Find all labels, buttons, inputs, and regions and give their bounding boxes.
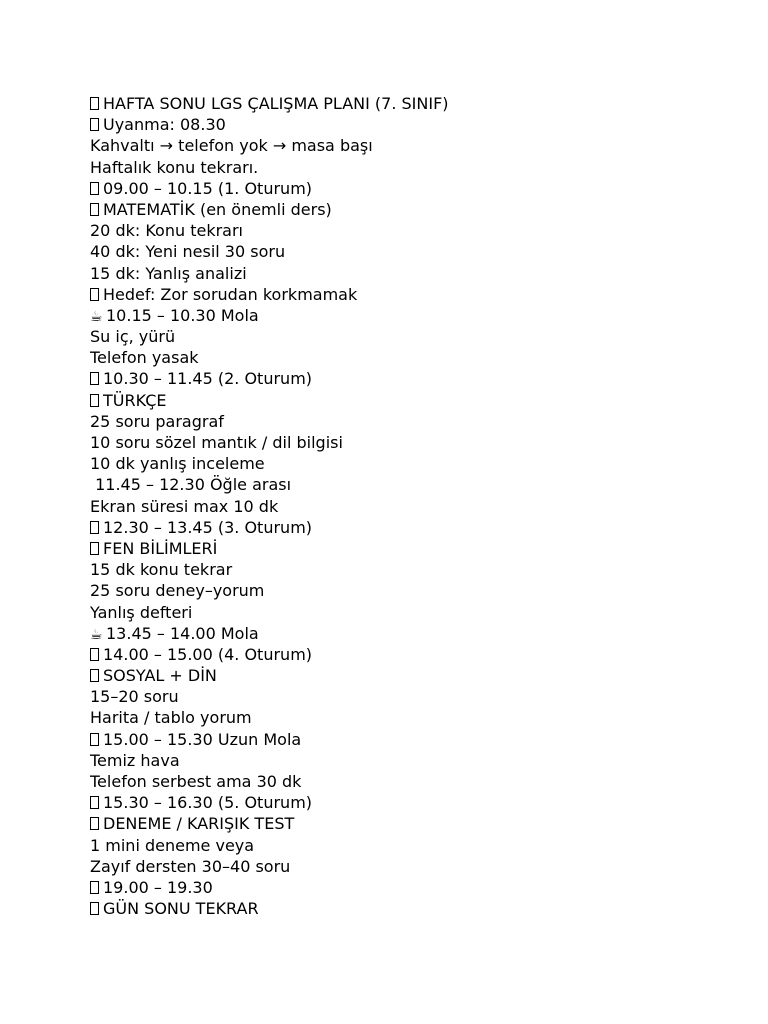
text-line [90,241,730,262]
text-line [90,813,730,834]
text-line [90,707,730,728]
line-text: 13.45 – 14.00 Mola [106,623,259,643]
missing-glyph-icon [90,542,99,555]
text-line [90,390,730,411]
missing-glyph-icon [90,97,99,110]
text-line [90,199,730,220]
hot-beverage-icon: ☕ [90,308,103,325]
text-line [90,792,730,813]
text-line [90,623,730,644]
line-text: 1 mini deneme veya [90,835,255,855]
line-text: 10 soru sözel mantık / dil bilgisi [90,433,343,452]
text-line [90,729,730,750]
hot-beverage-icon: ☕ [90,626,103,643]
line-text: 15 dk: Yanlış analizi [90,263,247,283]
text-line [90,347,730,368]
text-line [90,750,730,771]
missing-glyph-icon [90,182,99,195]
text-line [90,135,730,156]
text-line [90,644,730,665]
text-line [90,517,730,538]
text-line [90,538,730,559]
line-text: 19.00 – 19.30 [103,877,213,897]
text-line [90,263,730,284]
missing-glyph-icon [90,817,99,830]
line-text: 25 soru deney–yorum [90,581,265,601]
missing-glyph-icon [90,372,99,385]
line-text: Haftalık konu tekrarı. [90,157,259,177]
line-text: Telefon yasak [90,348,199,368]
line-text: 20 dk: Konu tekrarı [90,221,243,241]
line-text: 11.45 – 12.30 Öğle arası [90,475,292,495]
line-text: 12.30 – 13.45 (3. Oturum) [103,517,313,537]
missing-glyph-icon [90,394,99,407]
missing-glyph-icon [90,881,99,894]
text-line [90,898,730,919]
text-line [90,93,730,114]
text-line [90,686,730,707]
line-text: HAFTA SONU LGS ÇALIŞMA PLANI (7. SINIF) [103,94,449,113]
line-text: Su iç, yürü [90,327,176,347]
text-line [90,305,730,326]
text-line [90,157,730,178]
text-line [90,580,730,601]
line-text: Yanlış defteri [90,602,193,622]
text-line [90,368,730,389]
document-body [90,93,730,919]
line-text: Temiz hava [90,750,180,770]
line-text: 15 dk konu tekrar [90,560,233,580]
text-line [90,559,730,580]
text-line [90,771,730,792]
text-line [90,496,730,517]
missing-glyph-icon [90,669,99,682]
missing-glyph-icon [90,288,99,301]
text-line [90,411,730,432]
line-text: GÜN SONU TEKRAR [103,899,259,919]
text-line [90,220,730,241]
missing-glyph-icon [90,733,99,746]
text-line [90,602,730,623]
line-text: Hedef: Zor sorudan korkmamak [103,284,358,304]
text-line [90,432,730,453]
line-text: 10.15 – 10.30 Mola [106,305,259,325]
missing-glyph-icon [90,796,99,809]
line-text: TÜRKÇE [103,390,167,410]
text-line [90,114,730,135]
text-line [90,474,730,495]
line-text: Uyanma: 08.30 [103,115,226,135]
text-line [90,284,730,305]
line-text: 09.00 – 10.15 (1. Oturum) [103,178,313,198]
text-line [90,326,730,347]
text-line [90,453,730,474]
text-line [90,835,730,856]
line-text: 10.30 – 11.45 (2. Oturum) [103,369,313,389]
line-text: 40 dk: Yeni nesil 30 soru [90,242,286,262]
line-text: 15–20 soru [90,687,179,707]
line-text: Harita / tablo yorum [90,708,252,728]
line-text: Kahvaltı → telefon yok → masa başı [90,136,373,156]
line-text: DENEME / KARIŞIK TEST [103,814,295,834]
text-line [90,178,730,199]
text-line [90,856,730,877]
line-text: Telefon serbest ama 30 dk [90,772,302,791]
line-text: MATEMATİK (en önemli ders) [103,199,332,219]
missing-glyph-icon [90,203,99,216]
missing-glyph-icon [90,648,99,661]
text-line [90,877,730,898]
missing-glyph-icon [90,902,99,915]
line-text: SOSYAL + DİN [103,666,217,686]
missing-glyph-icon [90,118,99,131]
line-text: 14.00 – 15.00 (4. Oturum) [103,644,313,664]
missing-glyph-icon [90,521,99,534]
line-text: 15.30 – 16.30 (5. Oturum) [103,793,313,813]
line-text: Zayıf dersten 30–40 soru [90,856,291,876]
line-text: 25 soru paragraf [90,411,224,431]
line-text: Ekran süresi max 10 dk [90,496,279,516]
line-text: 10 dk yanlış inceleme [90,454,265,474]
text-line [90,665,730,686]
line-text: FEN BİLİMLERİ [103,538,218,558]
line-text: 15.00 – 15.30 Uzun Mola [103,729,302,749]
